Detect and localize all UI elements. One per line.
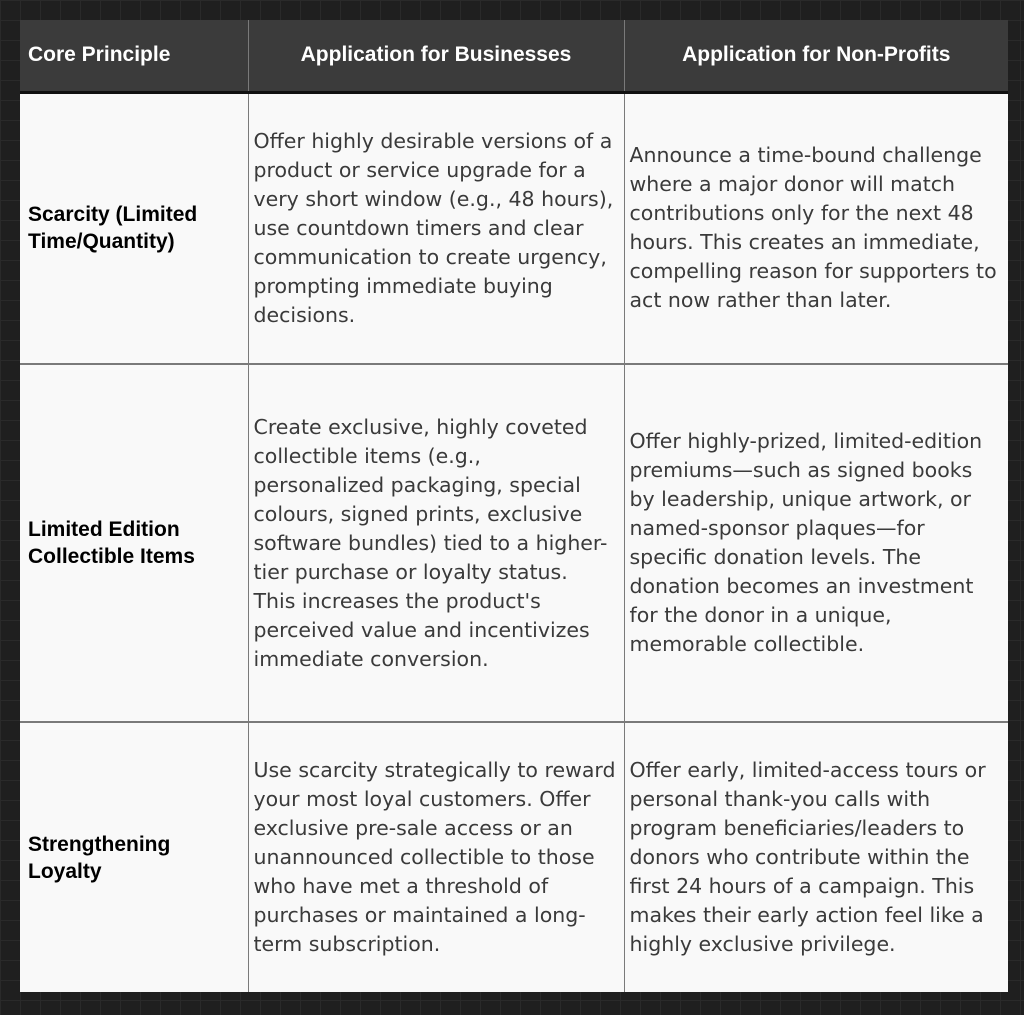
nonprofit-cell: Offer highly-prized, limited-edition premiums—such as signed books by leadership, unique artwork, or named-sponsor plaques—for specific donation levels. The donation becomes an investment for the donor in a unique, memorable collectible. bbox=[624, 364, 1008, 722]
header-application-businesses: Application for Businesses bbox=[248, 20, 624, 92]
table-row bbox=[20, 364, 1008, 722]
header-core-principle: Core Principle bbox=[20, 20, 248, 92]
header-row bbox=[20, 20, 1008, 92]
table-body bbox=[20, 92, 1008, 992]
principle-cell: Scarcity (Limited Time/Quantity) bbox=[20, 92, 248, 364]
business-cell: Create exclusive, highly coveted collectible items (e.g., personalized packaging, special colours, signed prints, exclusive software bundles) tied to a higher-tier purchase or loyalty status. This increases the product's perceived value and incentivizes immediate conversion. bbox=[248, 364, 624, 722]
business-cell: Offer highly desirable versions of a product or service upgrade for a very short window (e.g., 48 hours), use countdown timers and clear communication to create urgency, prompting immediate buying decisions. bbox=[248, 92, 624, 364]
principle-cell: Strengthening Loyalty bbox=[20, 722, 248, 992]
table-row bbox=[20, 92, 1008, 364]
table-row bbox=[20, 722, 1008, 992]
business-cell: Use scarcity strategically to reward your most loyal customers. Offer exclusive pre-sale access or an unannounced collectible to those who have met a threshold of purchases or maintained a long-term subscription. bbox=[248, 722, 624, 992]
table-header bbox=[20, 20, 1008, 92]
nonprofit-cell: Offer early, limited-access tours or personal thank-you calls with program beneficiaries/leaders to donors who contribute within the first 24 hours of a campaign. This makes their early action feel like a highly exclusive privilege. bbox=[624, 722, 1008, 992]
nonprofit-cell: Announce a time-bound challenge where a major donor will match contributions only for the next 48 hours. This creates an immediate, compelling reason for supporters to act now rather than later. bbox=[624, 92, 1008, 364]
principle-cell: Limited Edition Collectible Items bbox=[20, 364, 248, 722]
header-application-nonprofits: Application for Non-Profits bbox=[624, 20, 1008, 92]
principles-table bbox=[20, 20, 1008, 992]
